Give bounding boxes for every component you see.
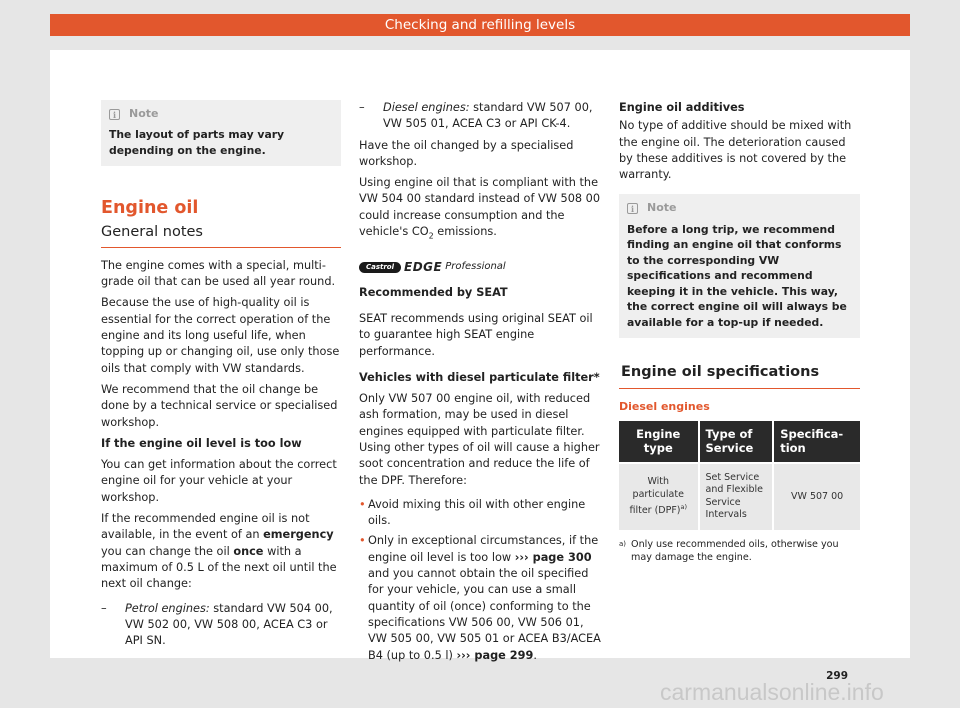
page-link[interactable]: ››› page 299 (456, 648, 534, 662)
note-box (101, 100, 341, 166)
page-number: 299 (826, 670, 848, 682)
castrol-edge-logo: Castrol EDGE Professional (359, 261, 603, 275)
table-row (619, 463, 860, 530)
subheading: Recommended by SEAT (359, 285, 508, 299)
table-cell: Set Service and Flexible Service Intervals (699, 463, 774, 530)
section-heading: Engine oil specifications (619, 364, 860, 388)
section-header: Checking and refilling levels (50, 14, 910, 36)
table-caption: Diesel engines (619, 399, 710, 413)
paragraph: We recommend that the oil change be done by a technical service or specialised workshop. (101, 382, 338, 429)
subheading: Vehicles with diesel particulate filter* (359, 370, 600, 384)
bullet-item: • Avoid mixing this oil with other engine oils. (359, 497, 586, 528)
subheading: If the engine oil level is too low (101, 436, 302, 450)
paragraph: Only VW 507 00 engine oil, with reduced ash formation, may be used in diesel engines equipped with particulate filter. Using other types of oil will cause a higher soot concentration and reduce the life of the DPF. Therefore: (359, 392, 600, 487)
column-2 (359, 96, 603, 668)
paragraph: You can get information about the correct engine oil for your vehicle at your workshop. (101, 458, 337, 504)
footnote: a) Only use recommended oils, otherwise you may damage the engine. (619, 538, 839, 563)
table-cell: VW 507 00 (773, 463, 860, 530)
note-label: Note (647, 201, 677, 215)
subheading: Engine oil additives (619, 101, 745, 114)
note-text: Before a long trip, we recommend finding an engine oil that conforms to the corresponding VW specifications and recommend keeping it in the vehicle. This way, the correct engine oil will always be available for a top-up if needed. (627, 222, 847, 329)
page-link[interactable]: ››› page 300 (514, 550, 592, 564)
bullet-item: • Only in exceptional circumstances, if the engine oil level is too low ››› page 300 and you cannot obtain the oil specified for your vehicle, you can use a small quantity of oil (once) conforming to the specifications VW 506 00, VW 506 01, VW 505 00, VW 505 01 or ACEA B3/ACEA B4 (up to 0.5 l) ››› page 299. (359, 534, 601, 662)
table-header: Specification (773, 421, 860, 463)
table-cell: With particulate filter (DPF)$^{a)}$ (619, 463, 699, 530)
note-label: Note (129, 107, 159, 120)
info-icon: i (627, 203, 638, 214)
paragraph: The engine comes with a special, multi-grade oil that can be used all year round. (101, 258, 336, 289)
page-title: Engine oil (101, 198, 199, 219)
paragraph: SEAT recommends using original SEAT oil to guarantee high SEAT engine performance. (359, 311, 593, 358)
paragraph: Have the oil changed by a specialised workshop. (359, 138, 574, 168)
paragraph: No type of additive should be mixed with the engine oil. The deterioration caused by these additives is not covered by the warranty. (619, 119, 852, 182)
section-subtitle: General notes (101, 224, 341, 248)
column-3 (619, 100, 860, 564)
paragraph: If the recommended engine oil is not available, in the event of an emergency you can change the oil once with a maximum of 0.5 L of the next oil until the next oil change: (101, 512, 337, 591)
dash-item: – Petrol engines: standard VW 504 00, VW 502 00, VW 508 00, ACEA C3 or API SN. (101, 601, 333, 648)
column-1 (101, 100, 341, 654)
watermark: carmanualsonline.info (660, 679, 884, 705)
table-header: Engine type (619, 421, 699, 463)
note-text: The layout of parts may vary depending on the engine. (109, 128, 285, 157)
paragraph: Using engine oil that is compliant with the VW 504 00 standard instead of VW 508 00 could increase consumption and the vehicle's $CO_2$ emissions. (359, 176, 601, 241)
note-box (619, 194, 860, 338)
dash-item: – Diesel engines: standard VW 507 00, VW 505 01, ACEA C3 or API CK-4. (359, 101, 593, 131)
spec-table (619, 421, 860, 530)
paragraph: Because the use of high-quality oil is essential for the correct operation of the engine and its long useful life, when topping up or changing oil, use only those oils that comply with VW standards. (101, 296, 340, 375)
info-icon: i (109, 109, 120, 120)
table-header: Type of Service (699, 421, 774, 463)
